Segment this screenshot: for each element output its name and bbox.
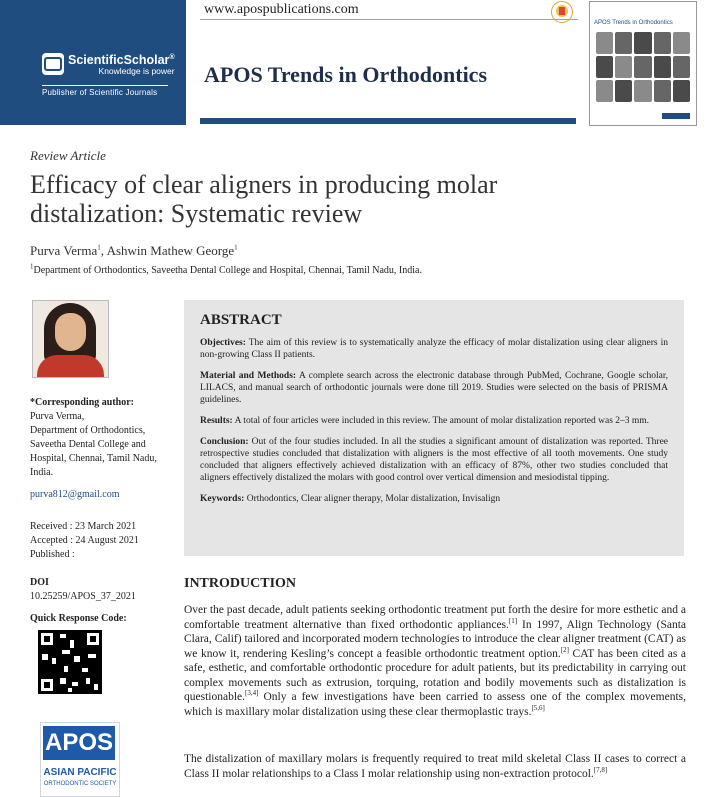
introduction-paragraph-1: Over the past decade, adult patients seeking orthodontic treatment put forth the desire for more esthetic and a comfortable treatment alternative than fixed orthodontic appliances.[1] In 1997, Align Technology (Santa Clara, Calif) tailored and incorporated modern technologies to introduce the clear aligner treatment (CAT) as we know it, rendering Kesling’s concept a feasible orthodontic treatment option.[2] CAT has been cited as a safe, esthetic, and comfortable orthodontic procedure for adult patients, but its predictability in carrying out complex movements such as extrusion, torquing, rotation and bodily movements such as distalization is questionable.[3,4] Only a few investigations have been carried to assess one of the complex movements, which is maxillary molar distalization using these clear thermoplastic trays.[5,6] (184, 604, 686, 718)
doi-value[interactable]: 10.25259/APOS_37_2021 (30, 591, 136, 602)
author-photo (32, 300, 109, 378)
apos-society-logo (40, 722, 120, 797)
introduction-paragraph-2: The distalization of maxillary molars is frequently required to treat mild skeletal Class II cases to correct a Class II molar relationships to a Class I molar relationship using non-extraction protocol.[7,8] (184, 753, 686, 780)
header-rule (200, 19, 578, 20)
author-list: Purva Verma$^1$, Ashwin Mathew George$^1$ (30, 243, 238, 258)
doi-block (30, 576, 136, 604)
abstract-heading: ABSTRACT (200, 312, 282, 328)
qr-label: Quick Response Code: (30, 613, 127, 624)
publisher-subtitle: Publisher of Scientific Journals (42, 88, 158, 97)
abstract-box (184, 300, 684, 556)
author-name: Purva Verma (30, 243, 98, 258)
apos-abbr: APOS (43, 726, 115, 760)
journal-cover-image (589, 1, 697, 126)
journal-title: APOS Trends in Orthodontics (204, 62, 488, 87)
corresponding-label: *Corresponding author: (30, 397, 134, 408)
divider (42, 85, 168, 86)
introduction-heading: INTRODUCTION (184, 576, 297, 591)
website-link[interactable]: www.apospublications.com (204, 2, 359, 17)
publisher-logo: ScientificScholar® Knowledge is power (42, 53, 175, 76)
publisher-name: ScientificScholar (68, 53, 170, 67)
cover-title: APOS Trends in Orthodontics (594, 20, 673, 26)
author-email[interactable]: purva812@gmail.com (30, 489, 120, 500)
affiliation: $^1$Department of Orthodontics, Saveetha Dental College and Hospital, Chennai, Tamil Nadu, India. (30, 262, 422, 276)
qr-code-icon[interactable] (38, 630, 102, 694)
abstract-keywords: Keywords: Orthodontics, Clear aligner therapy, Molar distalization, Invisalign (200, 494, 501, 504)
abstract-objectives: Objectives: The aim of this review is to systematically analyze the efficacy of molar distalization using clear aligners in non-growing Class II patients. (200, 338, 668, 360)
publisher-tagline: Knowledge is power (98, 66, 175, 76)
journal-bar (200, 118, 576, 124)
abstract-conclusion: Conclusion: Out of the four studies included. In all the studies a significant amount of distalization was reported. Three retrospective studies concluded that distalization with aligners is the most effective of all tooth movements. One study concluded that aligners effectively achieved distalization with an efficacy of 87%, other two studies concluded that aligners effectively distalized the molars with good control over vertical dimension and mesiodistal tipping. (200, 437, 668, 483)
author-name: Ashwin Mathew George (106, 243, 235, 258)
article-title: Efficacy of clear aligners in producing molar distalization: Systematic review (30, 170, 498, 228)
scholar-badge-icon (42, 53, 64, 75)
article-type: Review Article (30, 148, 106, 163)
corresponding-author: *Corresponding author: Purva Verma, Department of Orthodontics, Saveetha Dental College and Hospital, Chennai, Tamil Nadu, India. (30, 397, 157, 478)
society-name: ASIAN PACIFIC (43, 767, 117, 778)
article-dates: Received : 23 March 2021 Accepted : 24 August 2021 Published : (30, 521, 139, 560)
publisher-logo-block (0, 0, 186, 125)
doi-label: DOI (30, 577, 49, 588)
society-name-sub: ORTHODONTIC SOCIETY (43, 781, 117, 787)
abstract-methods: Material and Methods: A complete search across the electronic database through PubMed, Cochrane, Google scholar, LILACS, and manual search of orthodontic journals were done till 2019. Studies were selected on the basis of PRISMA guidelines. (200, 371, 668, 405)
crossmark-icon[interactable] (551, 1, 573, 23)
abstract-results: Results: A total of four articles were included in this review. The amount of molar distalization reported was 2–3 mm. (200, 416, 650, 426)
